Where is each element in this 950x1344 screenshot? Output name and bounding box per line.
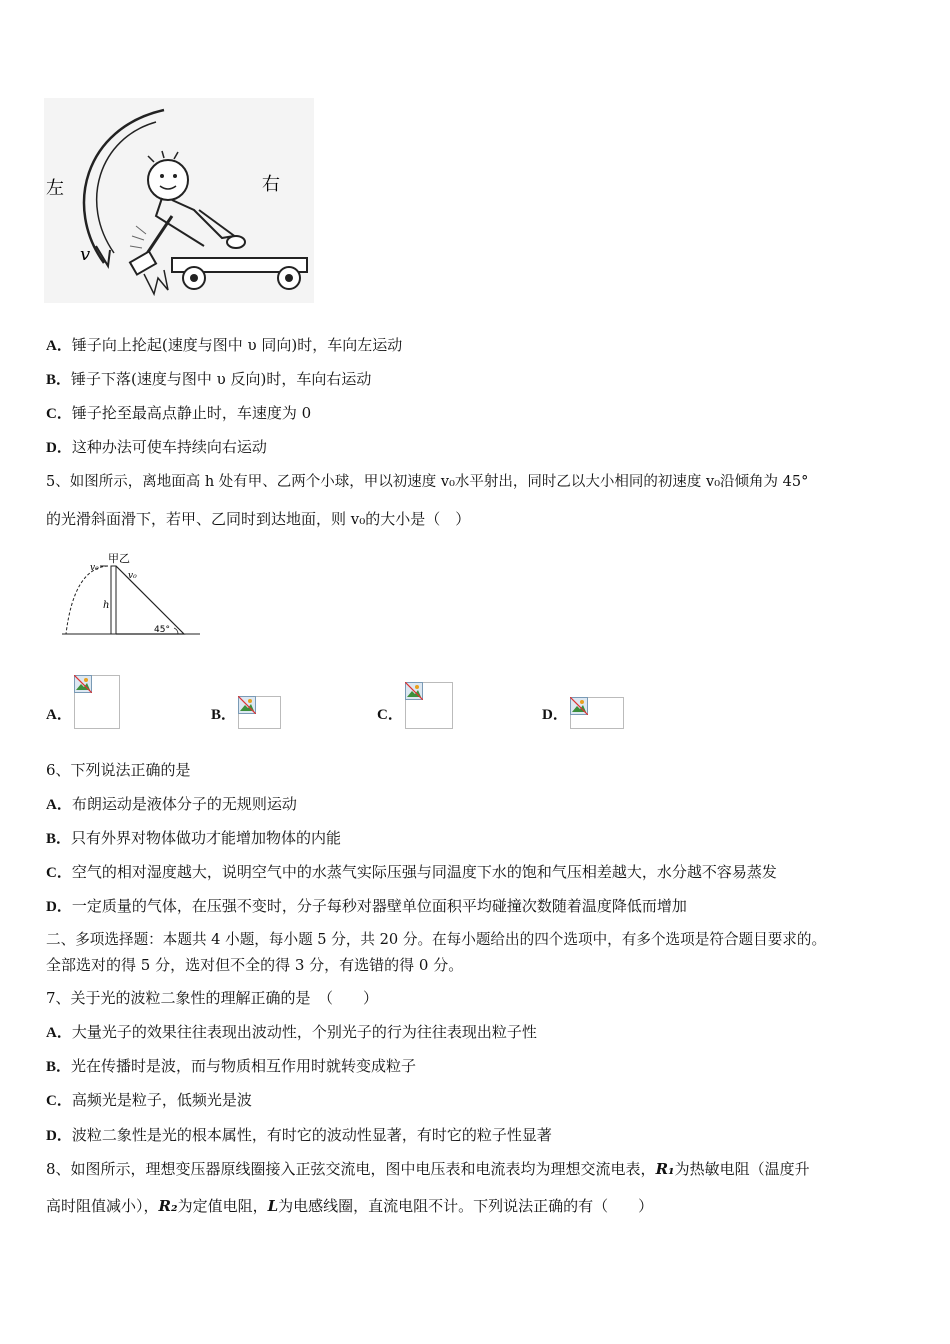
q5-answer-b-label: B． xyxy=(211,707,237,723)
l-symbol: L xyxy=(267,1197,279,1215)
q5-answer-c-image xyxy=(405,682,453,729)
q6-option-b xyxy=(46,828,341,849)
q6-option-c xyxy=(46,862,777,883)
option-text: 高频光是粒子，低频光是波 xyxy=(71,1091,252,1109)
option-label: B． xyxy=(46,1059,72,1075)
figure-v0-right: v₀ xyxy=(128,571,137,581)
q7-option-a xyxy=(46,1022,537,1043)
q4-option-d xyxy=(46,437,267,458)
option-label: A． xyxy=(46,1025,72,1041)
q5-answer-a-image xyxy=(74,675,120,729)
option-text: 锤子下落(速度与图中 υ 反向)时，车向右运动 xyxy=(71,370,372,388)
q7-stem: 7、关于光的波粒二象性的理解正确的是 （ ） xyxy=(46,989,379,1007)
option-label: C． xyxy=(46,865,72,881)
projectile-incline-figure xyxy=(60,548,205,646)
option-label: C． xyxy=(46,1093,72,1109)
option-text: 大量光子的效果往往表现出波动性，个别光子的行为往往表现出粒子性 xyxy=(71,1023,537,1041)
q6-stem: 6、下列说法正确的是 xyxy=(46,761,191,779)
option-label: D． xyxy=(46,899,72,915)
q8-text: 为电感线圈，直流电阻不计。下列说法正确的有（ ） xyxy=(278,1197,654,1215)
option-label: D． xyxy=(46,1128,72,1144)
option-label: C． xyxy=(46,406,72,422)
q5-answer-a-label: A． xyxy=(46,707,72,723)
q5-stem-line2: 的光滑斜面滑下，若甲、乙同时到达地面，则 v₀的大小是（ ） xyxy=(46,510,471,528)
q4-option-c xyxy=(46,403,311,424)
figure-jia-yi: 甲乙 xyxy=(108,552,130,565)
figure-v0-left: v₀ xyxy=(90,563,99,573)
q4-option-a xyxy=(46,335,402,356)
q8-stem-line1 xyxy=(46,1159,810,1179)
section-2-heading-line1: 二、多项选择题：本题共 4 小题，每小题 5 分，共 20 分。在每小题给出的四个选项中，有多个选项是符合题目要求的。 xyxy=(46,931,827,948)
hammer-cart-figure xyxy=(44,98,314,303)
figure-v-label: v xyxy=(80,244,91,265)
option-label: B． xyxy=(46,831,72,847)
option-label: A． xyxy=(46,338,72,354)
option-text: 锤子抡至最高点静止时，车速度为 0 xyxy=(71,404,312,422)
figure-angle: 45° xyxy=(154,625,170,635)
q7-option-d xyxy=(46,1125,552,1146)
option-text: 这种办法可使车持续向右运动 xyxy=(71,438,267,456)
q5-answer-b-image xyxy=(238,696,281,729)
option-text: 一定质量的气体，在压强不变时，分子每秒对器壁单位面积平均碰撞次数随着温度降低而增加 xyxy=(71,897,687,915)
figure-right-label: 右 xyxy=(262,174,280,195)
q6-option-d xyxy=(46,896,687,917)
q8-text: 为定值电阻， xyxy=(177,1197,268,1215)
q8-text: 高时阻值减小）， xyxy=(46,1197,159,1215)
figure-h: h xyxy=(103,600,110,611)
figure-left-label: 左 xyxy=(46,178,64,199)
q8-stem-line2 xyxy=(46,1196,653,1216)
broken-image-icon xyxy=(74,675,92,693)
broken-image-icon xyxy=(238,696,256,714)
q5-answer-d-image xyxy=(570,697,624,729)
q7-option-c xyxy=(46,1090,252,1111)
q8-text: 为热敏电阻（温度升 xyxy=(674,1160,810,1178)
option-text: 锤子向上抡起(速度与图中 υ 同向)时，车向左运动 xyxy=(71,336,403,354)
q6-option-a xyxy=(46,794,297,815)
r1-symbol: R₁ xyxy=(655,1160,675,1178)
option-text: 只有外界对物体做功才能增加物体的内能 xyxy=(71,829,342,847)
r2-symbol: R₂ xyxy=(158,1197,178,1215)
section-2-heading-line2: 全部选对的得 5 分，选对但不全的得 3 分，有选错的得 0 分。 xyxy=(46,956,464,974)
q4-option-b xyxy=(46,369,371,390)
q5-answer-d-label: D． xyxy=(542,707,568,723)
option-text: 空气的相对湿度越大，说明空气中的水蒸气实际压强与同温度下水的饱和气压相差越大，水分越不容易蒸发 xyxy=(71,863,777,881)
broken-image-icon xyxy=(570,697,588,715)
q7-option-b xyxy=(46,1056,416,1077)
option-text: 布朗运动是液体分子的无规则运动 xyxy=(71,795,297,813)
q5-stem-line1: 5、如图所示，离地面高 h 处有甲、乙两个小球，甲以初速度 v₀水平射出，同时乙以大小相同的初速度 v₀沿倾角为 45° xyxy=(46,474,809,490)
broken-image-icon xyxy=(405,682,423,700)
option-text: 波粒二象性是光的根本属性，有时它的波动性显著，有时它的粒子性显著 xyxy=(71,1126,552,1144)
option-label: B． xyxy=(46,372,72,388)
option-text: 光在传播时是波，而与物质相互作用时就转变成粒子 xyxy=(71,1057,417,1075)
option-label: A． xyxy=(46,797,72,813)
option-label: D． xyxy=(46,440,72,456)
q5-answer-c-label: C． xyxy=(377,707,403,723)
q8-text: 8、如图所示，理想变压器原线圈接入正弦交流电，图中电压表和电流表均为理想交流电表， xyxy=(46,1160,656,1178)
